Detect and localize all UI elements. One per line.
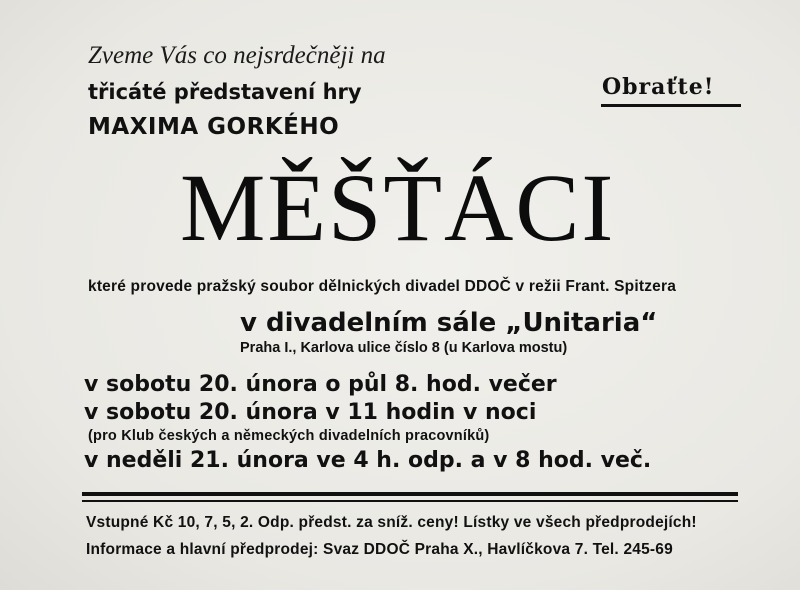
turn-over-note: Obraťte! (602, 74, 715, 100)
information-text: Informace a hlavní předprodej: Svaz DDOČ Praha X., Havlíčkova 7. Tel. 245-69 (86, 541, 673, 558)
venue-text: v divadelním sále „Unitaria“ (240, 308, 658, 338)
performance-number: třicáté představení hry (88, 80, 362, 104)
author-name: MAXIMA GORKÉHO (88, 114, 340, 140)
admission-text: Vstupné Kč 10, 7, 5, 2. Odp. předst. za sníž. ceny! Lístky ve všech předprodejích! (86, 514, 697, 531)
venue-address: Praha I., Karlova ulice číslo 8 (u Karlova mostu) (240, 340, 568, 356)
divider-thick (82, 492, 738, 496)
date-line-3: v neděli 21. února ve 4 h. odp. a v 8 hod. več. (84, 448, 652, 473)
date-line-1: v sobotu 20. února o půl 8. hod. večer (84, 372, 557, 397)
date-line-2: v sobotu 20. února v 11 hodin v noci (84, 400, 537, 425)
performed-by-text: které provede pražský soubor dělnických divadel DDOČ v režii Frant. Spitzera (88, 278, 677, 295)
club-note: (pro Klub českých a německých divadelních pracovníků) (88, 428, 490, 444)
turn-over-underline (601, 104, 741, 107)
play-title: MĚŠŤÁCI (180, 154, 616, 261)
invitation-text: Zveme Vás co nejsrdečněji na (88, 42, 386, 69)
divider-thin (82, 500, 738, 502)
